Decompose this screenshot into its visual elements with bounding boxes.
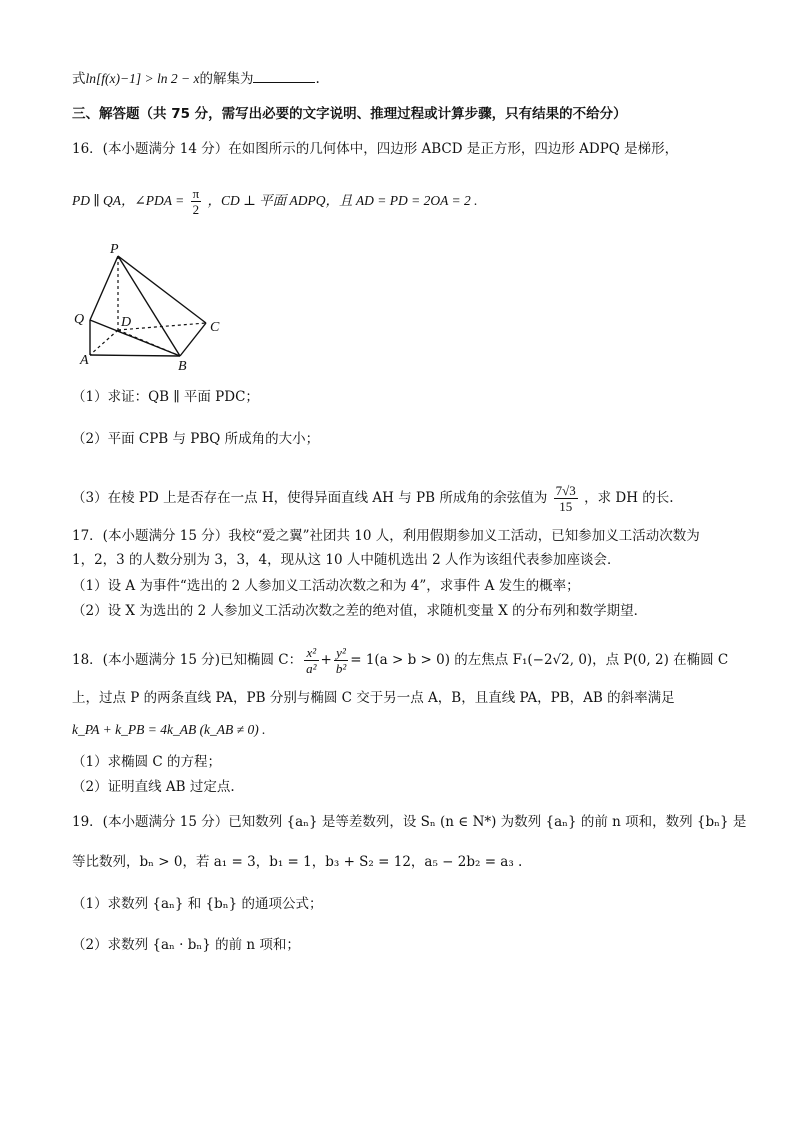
inequality: ln[f(x)−1] > ln 2 − x [85,71,200,86]
q18-part2: （2）证明直线 AB 过定点. [72,779,235,795]
q17-part1: （1）设 A 为事件“选出的 2 人参加义工活动次数之和为 4”，求事件 A 发生的概率； [72,578,580,594]
q17-line1: 17．(本小题满分 15 分）我校“爱之翼”社团共 10 人，利用假期参加义工活动，已知参加义工活动次数为 [72,528,700,544]
frac-den: b² [335,661,347,676]
part3-a: （3）在棱 PD 上是否存在一点 H，使得异面直线 AH 与 PB 所成角的余弦值为 [72,490,548,506]
q18-line1 [72,645,754,676]
q19-part2: （2）求数列 {aₙ · bₙ} 的前 n 项和； [72,937,300,953]
q19-line2: 等比数列，bₙ > 0，若 a₁ = 3，b₁ = 1，b₃ + S₂ = 12，a₅ − 2b₂ = a₃ . [72,854,523,870]
cond-part-b: ，CD ⊥ 平面 ADPQ，且 AD = PD = 2OA = 2 . [207,193,478,208]
q16-part1: （1）求证：QB ∥ 平面 PDC； [72,389,259,405]
frac-den: 15 [559,499,573,514]
q17-line2: 1，2，3 的人数分别为 3，3，4，现从这 10 人中随机选出 2 人作为该组代表参加座谈会． [72,552,621,568]
geometry-figure [72,240,242,375]
frac-den: a² [306,661,317,676]
x2-over-a2 [304,645,318,676]
suffix-text: 的解集为 [199,71,254,87]
label-P: P [110,242,119,257]
label-Q: Q [74,312,85,327]
pi-over-2-fraction [191,186,202,217]
part3-b: ，求 DH 的长. [584,490,674,506]
frac-num: 7√3 [555,483,576,498]
cond-part-a: PD ∥ QA，∠PDA = [72,193,185,208]
q16-conditions [72,186,754,217]
plus-sign: + [320,652,332,668]
y2-over-b2 [334,645,348,676]
label-A: A [80,353,89,368]
cos-fraction [554,483,578,514]
q16-part2: （2）平面 CPB 与 PBQ 所成角的大小； [72,431,320,447]
prefix-text: 式 [72,71,86,87]
frac-num: y² [334,645,348,661]
q18-part1: （1）求椭圆 C 的方程； [72,754,222,770]
q18-line3: k_PA + k_PB = 4k_AB (k_AB ≠ 0) . [72,722,266,737]
q19-line1: 19．(本小题满分 15 分）已知数列 {aₙ} 是等差数列，设 Sₙ (n ∈ N*) 为数列 {aₙ} 的前 n 项和，数列 {bₙ} 是 [72,814,747,830]
frac-den: 2 [192,202,200,217]
q17-part2: （2）设 X 为选出的 2 人参加义工活动次数之差的绝对值，求随机变量 X 的分布列和数学期望． [72,603,648,619]
q16-part3 [72,483,754,514]
q18-a: 18．(本小题满分 15 分)已知椭圆 C： [72,652,303,668]
prev-question-tail [72,68,754,89]
label-D: D [121,315,132,330]
q16-header: 16．(本小题满分 14 分）在如图所示的几何体中，四边形 ABCD 是正方形，四边形 ADPQ 是梯形， [72,141,679,157]
q18-b: = 1(a > b > 0) 的左焦点 F₁(−2√2, 0)，点 P(0, 2) 在椭圆 C [350,652,729,668]
q18-line2: 上，过点 P 的两条直线 PA，PB 分别与椭圆 C 交于另一点 A，B，且直线 PA，PB，AB 的斜率满足 [72,690,675,706]
q19-part1: （1）求数列 {aₙ} 和 {bₙ} 的通项公式； [72,896,323,912]
section-heading: 三、解答题（共 75 分，需写出必要的文字说明、推理过程或计算步骤，只有结果的不给分） [72,106,627,122]
frac-num: π [192,186,200,201]
frac-num: x² [304,645,318,661]
end-dot: . [315,71,320,87]
answer-blank [253,68,315,83]
label-B: B [178,359,187,374]
label-C: C [210,320,220,335]
